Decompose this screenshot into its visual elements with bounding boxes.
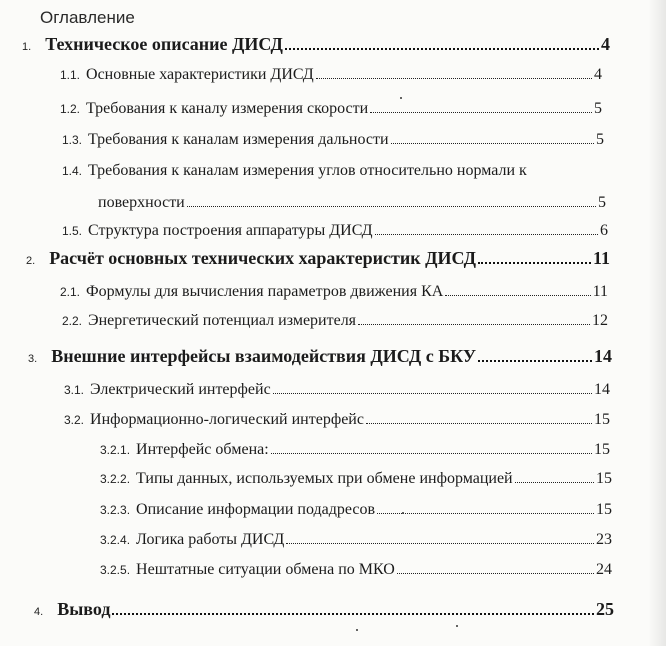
toc-entry-1-3[interactable] (62, 131, 604, 149)
entry-number: 3. (28, 353, 38, 365)
entry-title-continuation: поверхности (98, 194, 185, 211)
entry-title: Описание информации подадресов (136, 501, 376, 518)
toc-entry-2-2[interactable] (62, 312, 608, 330)
entry-number: 1.1. (60, 68, 81, 82)
entry-page: 24 (596, 561, 612, 578)
toc-entry-2-1[interactable] (60, 283, 608, 301)
toc-entry-1-4[interactable] (62, 162, 527, 180)
entry-number: 3.2. (64, 413, 85, 427)
entry-number: 3.2.4. (100, 533, 131, 547)
entry-number: 2. (26, 255, 36, 267)
dot-leader (445, 295, 590, 296)
entry-page: 15 (596, 470, 612, 487)
entry-number: 3.1. (64, 383, 85, 397)
entry-page: 25 (596, 599, 614, 619)
toc-entry-3-2-3[interactable] (100, 501, 612, 519)
entry-title: Интерфейс обмена: (136, 441, 269, 458)
entry-number: 1.3. (62, 133, 83, 147)
toc-entry-1-1[interactable] (60, 66, 602, 84)
entry-title: Нештатные ситуации обмена по МКО (136, 561, 395, 578)
entry-number: 1.2. (60, 102, 81, 116)
dot-leader (478, 262, 591, 264)
entry-title: Информационно-логический интерфейс (90, 411, 364, 428)
entry-title: Электрический интерфейс (90, 381, 271, 398)
toc-entry-4[interactable] (34, 599, 614, 620)
entry-page: 14 (594, 381, 610, 398)
entry-title: Логика работы ДИСД (136, 531, 285, 548)
entry-page: 15 (594, 411, 610, 428)
toc-entry-3-2[interactable] (64, 411, 610, 429)
entry-title: Техническое описание ДИСД (45, 34, 283, 54)
entry-title: Структура построения аппаратуры ДИСД (88, 222, 373, 239)
entry-title: Основные характеристики ДИСД (86, 66, 314, 83)
entry-title: Внешние интерфейсы взаимодействия ДИСД с БКУ (51, 346, 477, 366)
toc-entry-3-2-1[interactable] (100, 441, 610, 459)
dot-leader (370, 112, 592, 113)
dot-leader (397, 573, 594, 574)
entry-number: 3.2.1. (100, 443, 131, 457)
dot-leader (273, 393, 592, 394)
entry-title: Типы данных, используемых при обмене информацией (136, 470, 513, 487)
scan-speck (456, 625, 458, 627)
entry-number: 1. (22, 41, 32, 53)
dot-leader (316, 78, 592, 79)
entry-title: Требования к каналам измерения дальности (88, 131, 389, 148)
toc-entry-1-2[interactable] (60, 100, 602, 118)
entry-page: 4 (601, 34, 610, 54)
entry-page: 5 (598, 194, 606, 211)
dot-leader (112, 613, 594, 615)
entry-page: 5 (594, 100, 602, 117)
dot-leader (366, 423, 592, 424)
entry-page: 11 (592, 283, 608, 300)
entry-number: 2.2. (62, 314, 83, 328)
entry-page: 12 (592, 312, 608, 329)
scan-speck (402, 512, 404, 514)
dot-leader (375, 234, 598, 235)
page-edge-shadow (648, 0, 666, 646)
entry-title: Формулы для вычисления параметров движения КА (86, 283, 444, 300)
entry-page: 15 (594, 441, 610, 458)
entry-page: 14 (594, 346, 612, 366)
toc-entry-2[interactable] (26, 248, 610, 269)
dot-leader (515, 482, 594, 483)
toc-entry-3[interactable] (28, 346, 612, 367)
dot-leader (377, 513, 594, 514)
entry-number: 1.5. (62, 224, 83, 238)
toc-entry-3-1[interactable] (64, 381, 610, 399)
entry-title: Энергетический потенциал измерителя (88, 312, 357, 329)
toc-entry-3-2-2[interactable] (100, 470, 612, 488)
entry-page: 5 (596, 131, 604, 148)
entry-number: 3.2.2. (100, 472, 131, 486)
entry-title: Требования к каналу измерения скорости (86, 100, 369, 117)
scan-speck (400, 97, 402, 99)
dot-leader (358, 324, 590, 325)
toc-heading: Оглавление (40, 8, 135, 27)
entry-page: 4 (594, 66, 602, 83)
dot-leader (478, 360, 592, 362)
entry-page: 15 (596, 501, 612, 518)
dot-leader (271, 453, 592, 454)
entry-page: 23 (596, 531, 612, 548)
entry-number: 1.4. (62, 164, 83, 178)
toc-entry-1-4-continuation[interactable] (98, 194, 606, 212)
entry-page: 6 (600, 222, 608, 239)
toc-entry-1[interactable] (22, 34, 610, 55)
entry-number: 3.2.3. (100, 503, 131, 517)
entry-number: 2.1. (60, 285, 81, 299)
dot-leader (187, 206, 596, 207)
entry-number: 3.2.5. (100, 563, 131, 577)
toc-entry-3-2-4[interactable] (100, 531, 612, 549)
entry-title: Требования к каналам измерения углов относительно нормали к (88, 162, 527, 179)
entry-number: 4. (34, 606, 44, 618)
dot-leader (286, 543, 594, 544)
entry-title: Расчёт основных технических характеристик ДИСД (49, 248, 476, 268)
entry-page: 11 (592, 248, 610, 268)
dot-leader (391, 143, 594, 144)
toc-entry-1-5[interactable] (62, 222, 608, 240)
toc-entry-3-2-5[interactable] (100, 561, 612, 579)
dot-leader (285, 48, 599, 50)
scan-speck (356, 629, 358, 631)
entry-title: Вывод (57, 599, 111, 619)
